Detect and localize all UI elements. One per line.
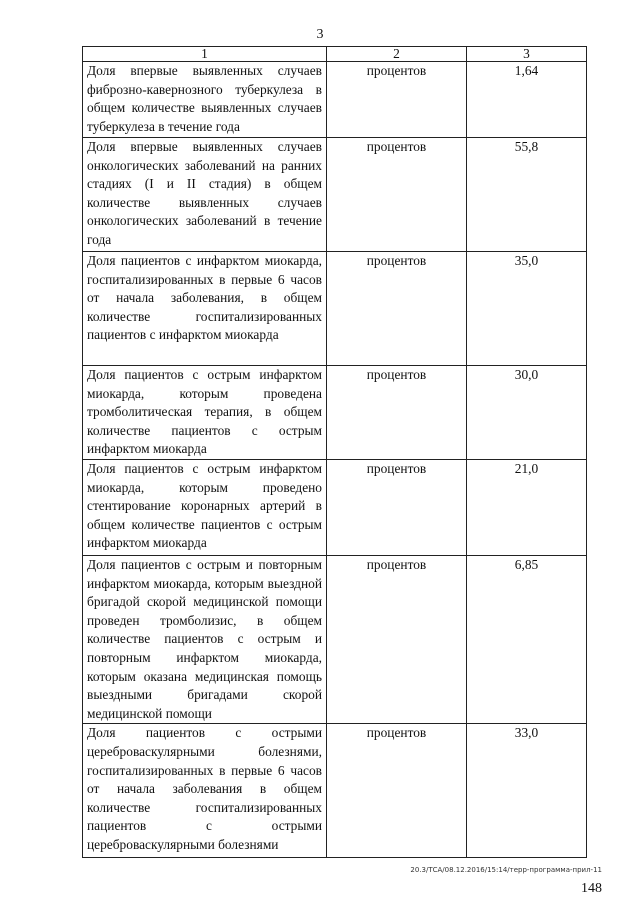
value-cell: 30,0: [467, 366, 587, 460]
table-row: [83, 252, 587, 366]
unit-cell: процентов: [327, 460, 467, 556]
sheet-number: 148: [581, 881, 602, 896]
unit-cell: процентов: [327, 556, 467, 724]
indicator-cell: Доля впервые выявленных случаев онкологических заболеваний на ранних стадиях (I и II стадия) в общем количестве выявленных случаев онкологических заболеваний в течение года: [83, 138, 327, 252]
unit-cell: процентов: [327, 366, 467, 460]
table-row: [83, 366, 587, 460]
page-number: 3: [316, 27, 324, 42]
unit-cell: процентов: [327, 62, 467, 138]
indicator-cell: Доля пациентов с острыми цереброваскулярными болезнями, госпитализированных в первые 6 часов от начала заболевания в общем количестве госпитализированных пациентов с острыми цереброваскулярными болезнями: [83, 724, 327, 858]
unit-cell: процентов: [327, 252, 467, 366]
table-row: [83, 138, 587, 252]
unit-cell: процентов: [327, 724, 467, 858]
column-header: 1: [83, 47, 327, 62]
indicator-cell: Доля пациентов с острым инфарктом миокарда, которым проведено стентирование коронарных артерий в общем количестве пациентов с острым инфарктом миокарда: [83, 460, 327, 556]
table-header-row: [83, 47, 587, 62]
table-row: [83, 460, 587, 556]
table-row: [83, 62, 587, 138]
indicator-cell: Доля пациентов с острым и повторным инфарктом миокарда, которым выездной бригадой скорой медицинской помощи проведен тромболизис, в общем количестве пациентов с острым и повторным инфарктом миокарда, которым оказана медицинская помощь выездными бригадами скорой медицинской помощи: [83, 556, 327, 724]
value-cell: 6,85: [467, 556, 587, 724]
column-header: 3: [467, 47, 587, 62]
indicators-table: [82, 46, 587, 858]
column-header: 2: [327, 47, 467, 62]
indicator-cell: Доля пациентов с острым инфарктом миокарда, которым проведена тромболитическая терапия, в общем количестве пациентов с острым инфарктом миокарда: [83, 366, 327, 460]
indicator-cell: Доля впервые выявленных случаев фиброзно-кавернозного туберкулеза в общем количестве выявленных случаев туберкулеза в течение года: [83, 62, 327, 138]
value-cell: 33,0: [467, 724, 587, 858]
indicator-cell: Доля пациентов с инфарктом миокарда, госпитализированных в первые 6 часов от начала заболевания, в общем количестве госпитализированных пациентов с инфарктом миокарда: [83, 252, 327, 366]
table-row: [83, 724, 587, 858]
unit-cell: процентов: [327, 138, 467, 252]
value-cell: 21,0: [467, 460, 587, 556]
value-cell: 1,64: [467, 62, 587, 138]
value-cell: 35,0: [467, 252, 587, 366]
footer-stamp: 20.3/ТСА/08.12.2016/15:14/терр-программа-прил-11: [410, 866, 602, 874]
value-cell: 55,8: [467, 138, 587, 252]
table-row: [83, 556, 587, 724]
